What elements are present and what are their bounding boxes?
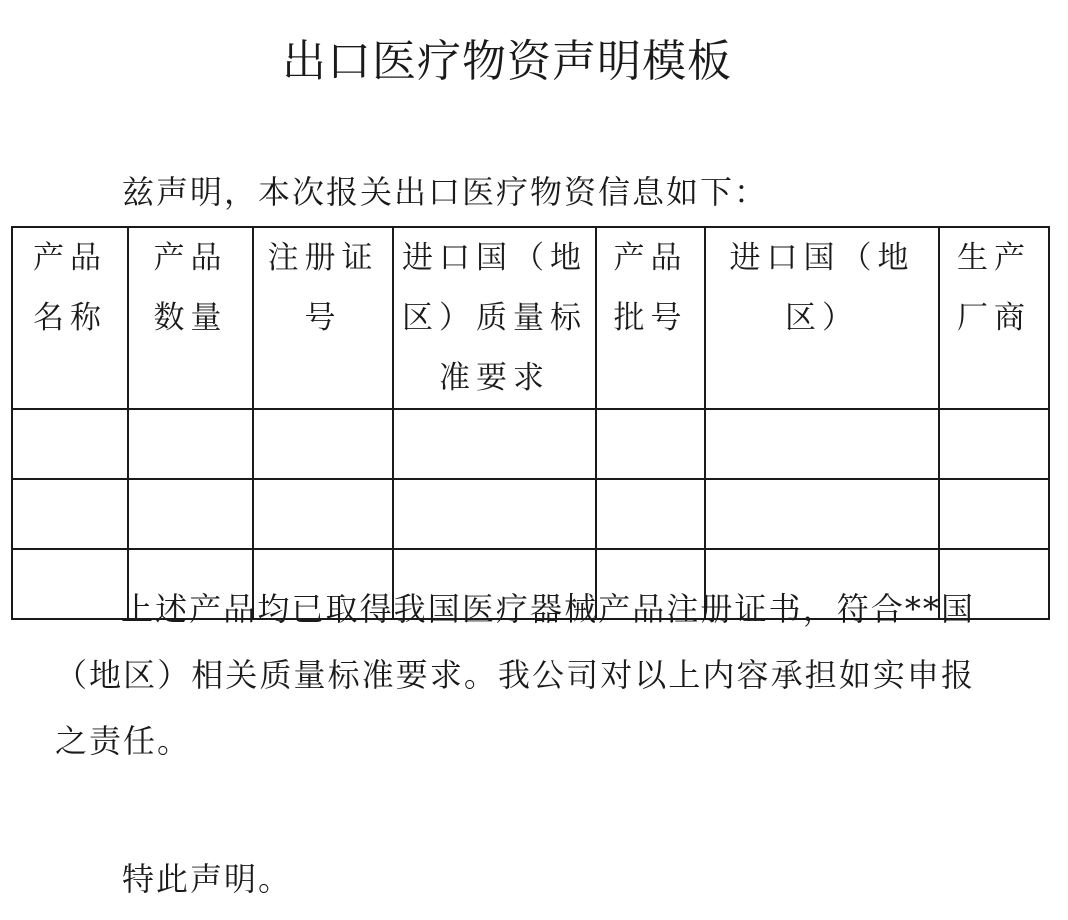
table-cell[interactable]: [12, 479, 128, 549]
header-product-name: 产品名称: [12, 227, 128, 409]
table-cell[interactable]: [253, 479, 393, 549]
table-row: [12, 409, 1049, 479]
table-cell[interactable]: [596, 409, 705, 479]
table-cell[interactable]: [128, 409, 253, 479]
table-row: [12, 479, 1049, 549]
table-cell[interactable]: [128, 479, 253, 549]
table-cell[interactable]: [253, 409, 393, 479]
closing-statement: 特此声明。: [122, 860, 293, 898]
header-quality-standard: 进口国（地区）质量标准要求: [393, 227, 596, 409]
header-manufacturer: 生产厂商: [939, 227, 1049, 409]
table-cell[interactable]: [12, 409, 128, 479]
header-registration-number: 注册证号: [253, 227, 393, 409]
header-import-country: 进口国（地区）: [705, 227, 939, 409]
header-product-quantity: 产品数量: [128, 227, 253, 409]
intro-statement: 兹声明，本次报关出口医疗物资信息如下：: [122, 173, 769, 211]
declaration-paragraph: 上述产品均已取得我国医疗器械产品注册证书，符合**国（地区）相关质量标准要求。我公司对以上内容承担如实申报之责任。: [55, 590, 975, 760]
table-header-row: [12, 227, 1049, 409]
table-cell[interactable]: [393, 409, 596, 479]
medical-supplies-table: [11, 226, 1050, 620]
table-cell[interactable]: [596, 479, 705, 549]
table-cell[interactable]: [705, 409, 939, 479]
table-cell[interactable]: [939, 479, 1049, 549]
table-cell[interactable]: [705, 479, 939, 549]
header-batch-number: 产品批号: [596, 227, 705, 409]
table-cell[interactable]: [939, 409, 1049, 479]
document-title: 出口医疗物资声明模板: [282, 36, 732, 87]
table-cell[interactable]: [393, 479, 596, 549]
